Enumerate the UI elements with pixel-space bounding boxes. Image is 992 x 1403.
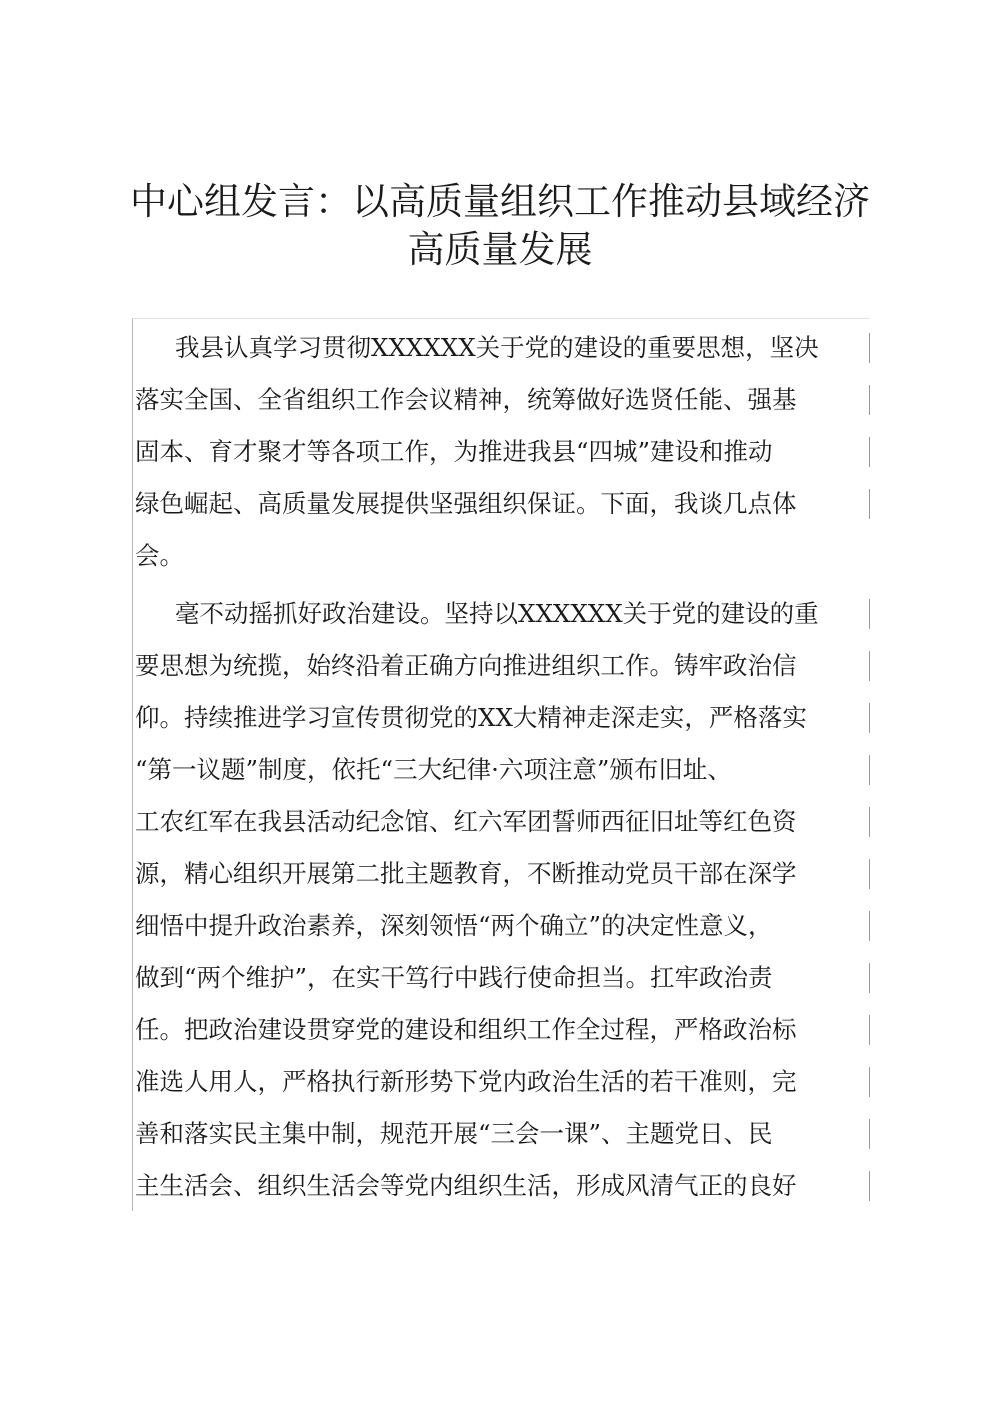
right-margin-mark (869, 859, 870, 889)
right-margin-mark (869, 1015, 870, 1045)
text-line: 仰。持续推进学习宣传贯彻党的XX大精神走深走实，严格落实 (135, 703, 807, 732)
right-margin-mark (869, 1119, 870, 1149)
text-line: 工农红军在我县活动纪念馆、红六军团誓师西征旧址等红色资 (135, 807, 797, 836)
text-line: 固本、育才聚才等各项工作，为推进我县“四城”建设和推动 (135, 437, 773, 466)
body-text-area (132, 318, 870, 1211)
text-line: 毫不动摇抓好政治建设。坚持以XXXXXX关于党的建设的重 (175, 599, 819, 628)
right-margin-mark (869, 599, 870, 629)
text-line: 落实全国、全省组织工作会议精神，统筹做好选贤任能、强基 (135, 385, 797, 414)
right-margin-mark (869, 1171, 870, 1201)
right-margin-mark (869, 1067, 870, 1097)
text-line: 要思想为统揽，始终沿着正确方向推进组织工作。铸牢政治信 (135, 651, 797, 680)
text-line: 会。 (135, 541, 184, 570)
text-line: 任。把政治建设贯穿党的建设和组织工作全过程，严格政治标 (135, 1015, 797, 1044)
paragraph-intro (135, 322, 869, 582)
document-title (120, 178, 880, 274)
right-margin-mark (869, 333, 870, 363)
title-line: 中心组发言：以高质量组织工作推动县域经济 (130, 180, 870, 223)
text-line: “第一议题”制度，依托“三大纪律·六项注意”颁布旧址、 (135, 755, 732, 784)
text-line: 做到“两个维护”，在实干笃行中践行使命担当。扛牢政治责 (135, 963, 773, 992)
text-line: 善和落实民主集中制，规范开展“三会一课”、主题党日、民 (135, 1119, 773, 1148)
right-margin-mark (869, 807, 870, 837)
text-line: 细悟中提升政治素养，深刻领悟“两个确立”的决定性意义， (135, 911, 773, 940)
right-margin-mark (869, 489, 870, 519)
right-margin-mark (869, 437, 870, 467)
right-margin-mark (869, 385, 870, 415)
right-margin-mark (869, 755, 870, 785)
right-margin-mark (869, 651, 870, 681)
text-line: 源，精心组织开展第二批主题教育，不断推动党员干部在深学 (135, 859, 797, 888)
left-margin-rule (132, 318, 133, 1211)
paragraph-political-building (135, 588, 869, 1212)
right-margin-mark (869, 963, 870, 993)
right-margin-mark (869, 911, 870, 941)
title-line: 高质量发展 (407, 228, 593, 271)
top-margin-rule (132, 318, 870, 319)
text-line: 绿色崛起、高质量发展提供坚强组织保证。下面，我谈几点体 (135, 489, 797, 518)
text-line: 准选人用人，严格执行新形势下党内政治生活的若干准则，完 (135, 1067, 797, 1096)
text-line: 主生活会、组织生活会等党内组织生活，形成风清气正的良好 (135, 1171, 797, 1200)
text-line: 我县认真学习贯彻XXXXXX关于党的建设的重要思想，坚决 (175, 333, 819, 362)
right-margin-mark (869, 703, 870, 733)
